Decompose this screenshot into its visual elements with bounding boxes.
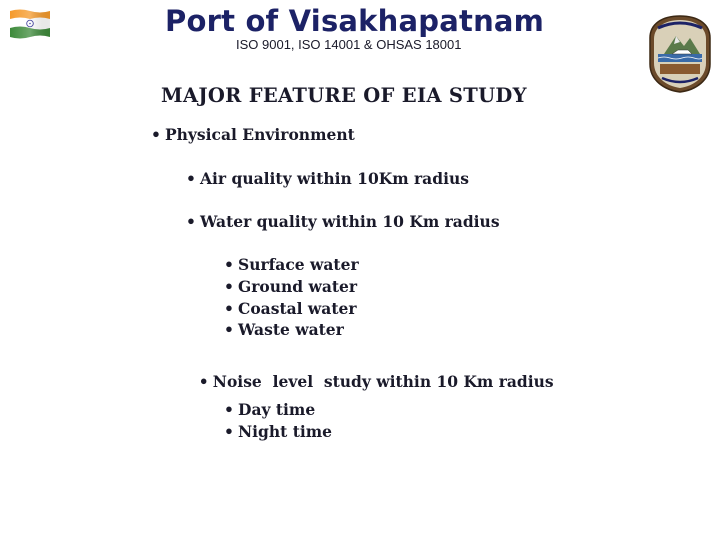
bullet: • xyxy=(224,320,234,339)
list-item-noise-level xyxy=(188,358,554,389)
list-item-coastal-water xyxy=(224,301,357,317)
list-item-label: Ground water xyxy=(238,277,358,296)
port-emblem-icon xyxy=(648,14,712,94)
list-item-label: Noise level study within 10 Km radius xyxy=(212,371,554,391)
india-flag-icon xyxy=(8,8,52,40)
list-item-label: Waste water xyxy=(238,320,344,339)
list-item-day-time xyxy=(224,402,315,418)
list-item-air-quality xyxy=(186,171,469,187)
list-item-water-quality xyxy=(186,214,500,230)
list-item-label: Surface water xyxy=(238,255,359,274)
list-item-label: Air quality within 10Km radius xyxy=(200,169,469,188)
list-item-label: Coastal water xyxy=(238,299,357,318)
bullet: • xyxy=(186,169,196,188)
page-title: Port of Visakhapatnam xyxy=(165,4,545,38)
bullet: • xyxy=(224,255,234,274)
slide-heading: MAJOR FEATURE OF EIA STUDY xyxy=(161,84,527,107)
list-item-label: Day time xyxy=(238,400,316,419)
list-item-waste-water xyxy=(224,322,344,338)
bullet: • xyxy=(224,400,234,419)
certification-subtitle: ISO 9001, ISO 14001 & OHSAS 18001 xyxy=(236,37,462,52)
list-item-night-time xyxy=(224,424,332,440)
bullet: • xyxy=(151,125,161,144)
bullet: • xyxy=(198,371,209,391)
bullet: • xyxy=(224,422,234,441)
list-item-label: Physical Environment xyxy=(165,125,355,144)
list-item-label: Night time xyxy=(238,422,333,441)
list-item-physical-environment xyxy=(151,127,355,143)
list-item-ground-water xyxy=(224,279,357,295)
bullet: • xyxy=(224,299,234,318)
list-item-surface-water xyxy=(224,257,359,273)
bullet: • xyxy=(224,277,234,296)
bullet: • xyxy=(186,212,196,231)
list-item-label: Water quality within 10 Km radius xyxy=(200,212,500,231)
